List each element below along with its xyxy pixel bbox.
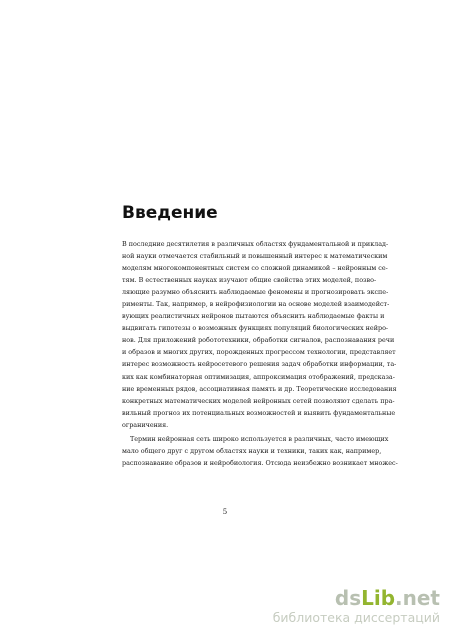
text-line: Термин нейронная сеть широко используется в различных, часто имеющих <box>130 434 389 443</box>
body-text <box>122 238 398 469</box>
section-heading: Введение <box>122 203 218 223</box>
text-line: ние временных рядов, ассоциативная память и др. Теоретические исследования <box>122 384 397 393</box>
watermark-logo-ds: ds <box>334 586 362 610</box>
text-line: нов. Для приложений робототехники, обработки сигналов, распознавания речи <box>122 336 395 345</box>
watermark-logo-net: .net <box>395 586 440 610</box>
text-line: вующих реалистичных нейронов пытаются объяснить наблюдаемые факты и <box>122 312 385 321</box>
text-line: вильный прогноз их потенциальных возможностей и выявить фундаментальные <box>122 408 396 417</box>
text-line: выдвигать гипотезы о возможных функциях популяций биологических нейро- <box>122 324 389 333</box>
text-line: рименты. Так, например, в нейрофизиологии на основе моделей взаимодейст- <box>122 300 390 309</box>
text-line: конкретных математических моделей нейронных сетей позволяют сделать пра- <box>122 396 395 405</box>
text-line: ограничения. <box>122 420 169 429</box>
text-line: распознавание образов и нейробиология. Отсюда неизбежно возникает множес- <box>122 458 398 467</box>
watermark <box>240 586 440 630</box>
text-line: и образов и многих других, порожденных прогрессом технологии, представляет <box>122 348 396 357</box>
text-line: В последние десятилетия в различных областях фундаментальной и приклад- <box>122 240 389 248</box>
text-line: мало общего друг с другом областях науки и техники, таких как, например, <box>122 446 382 455</box>
watermark-subtitle: библиотека диссертаций <box>272 610 440 625</box>
page-number: 5 <box>222 508 228 516</box>
text-line: тям. В естественных науках изучают общие свойства этих моделей, позво- <box>122 276 377 285</box>
watermark-logo <box>240 586 440 610</box>
text-line: ких как комбинаторная оптимизация, аппроксимация отображений, предсказа- <box>122 372 395 381</box>
text-line: ной науки отмечается стабильный и повышенный интерес к математическим <box>122 252 388 261</box>
watermark-logo-lib: Lib <box>361 586 396 610</box>
text-line: интерес возможность нейросетевого решения задач обработки информации, та- <box>122 360 397 369</box>
text-line: моделям многокомпонентных систем со сложной динамикой – нейронным се- <box>122 264 388 273</box>
text-line: ляющие разумно объяснить наблюдаемые феномены и прогнозировать экспе- <box>122 288 389 297</box>
